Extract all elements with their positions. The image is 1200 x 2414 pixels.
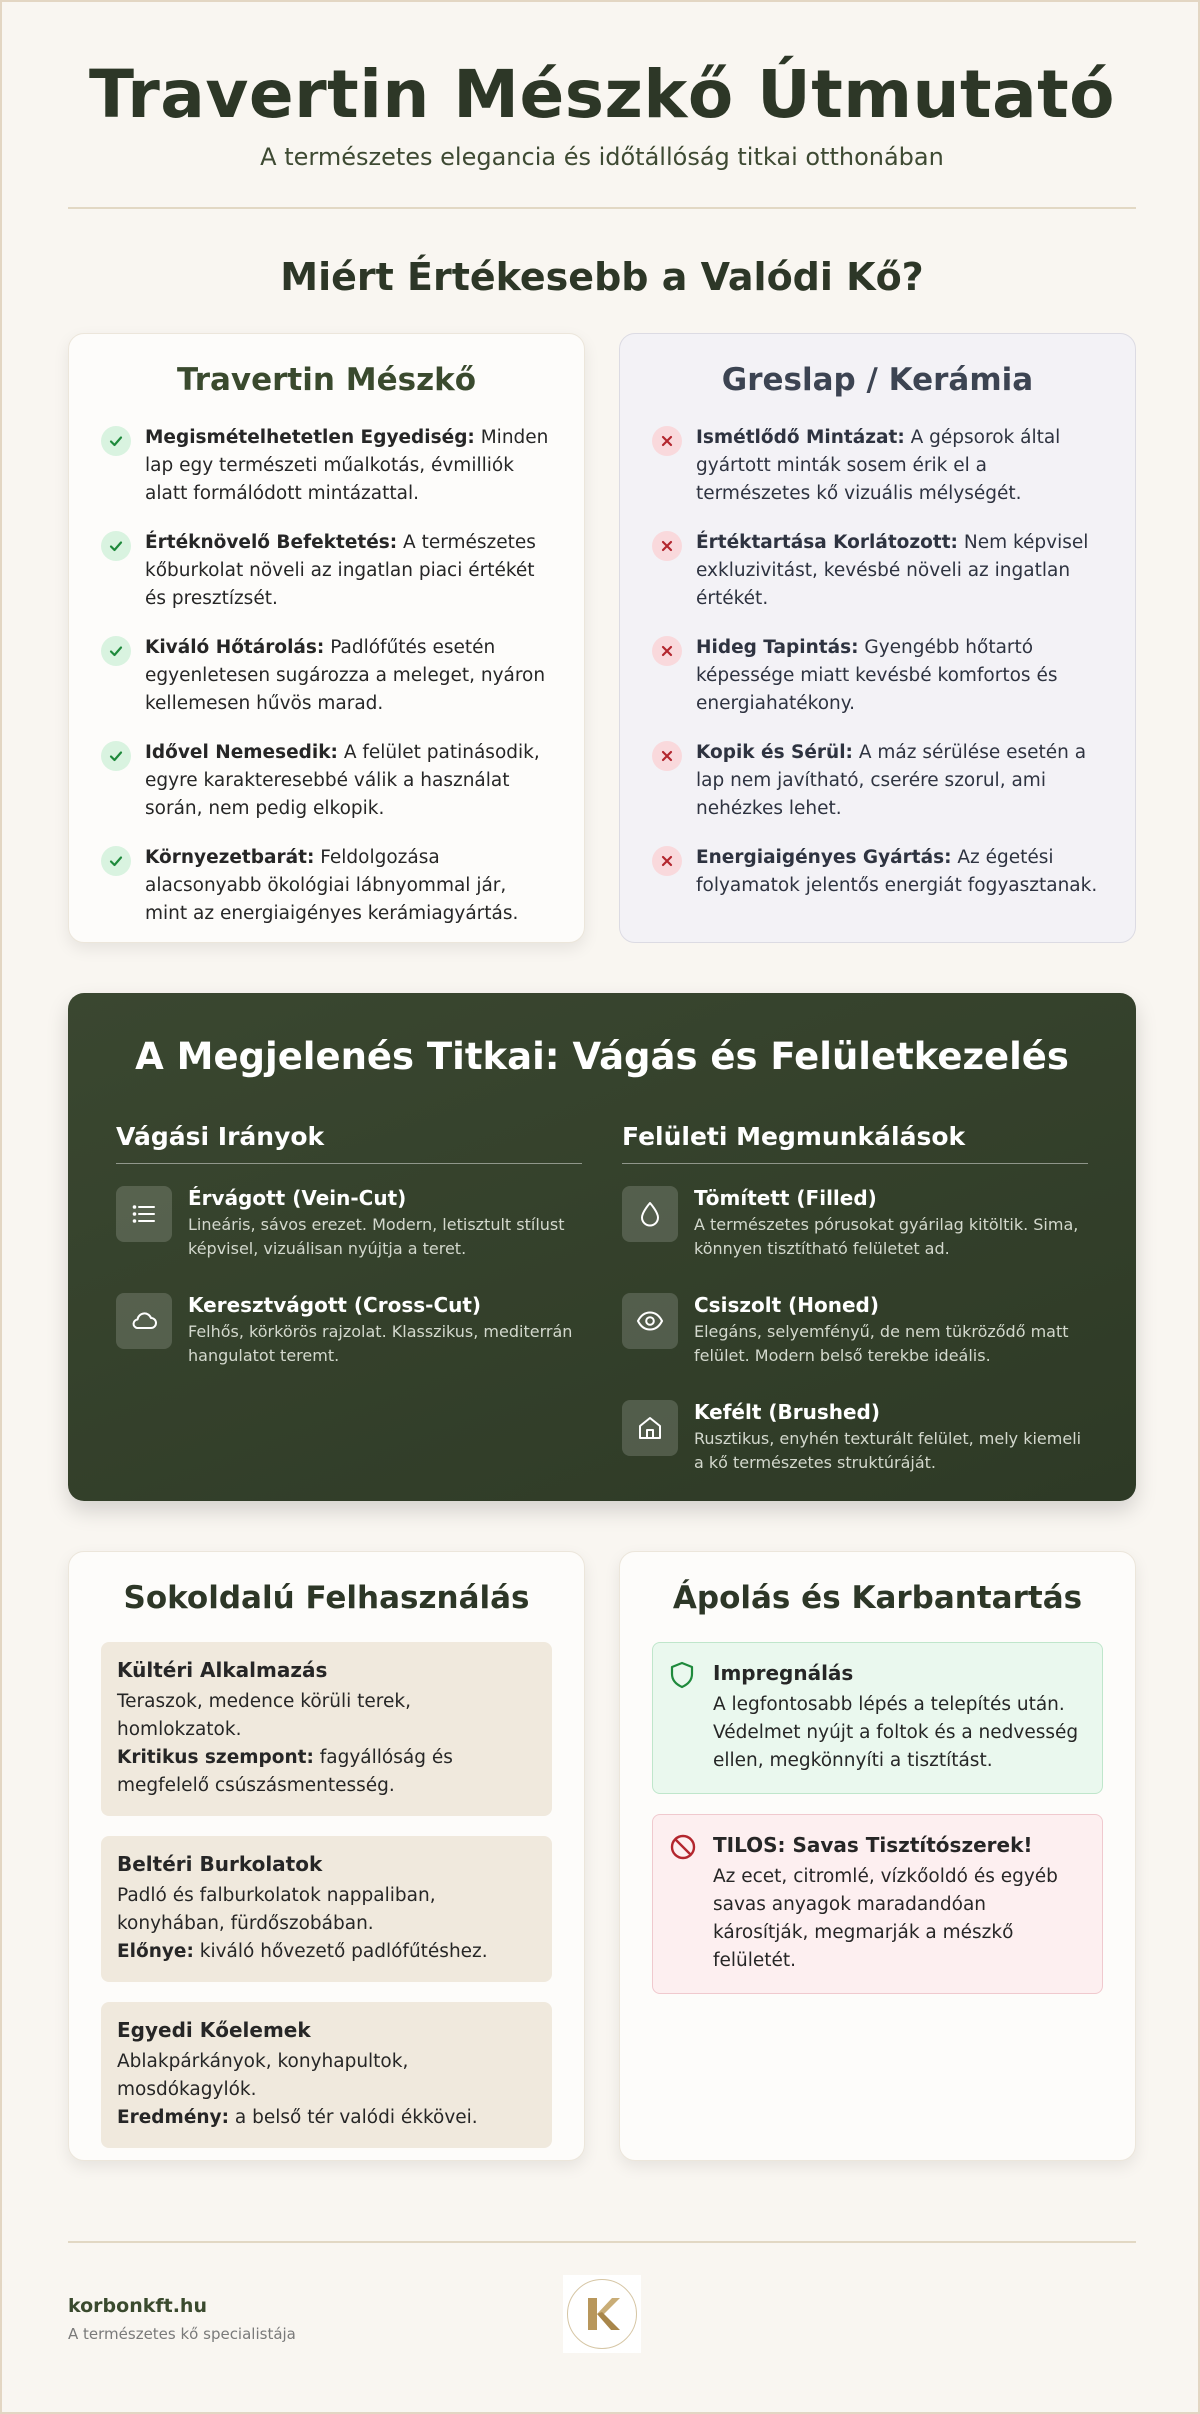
cut-type xyxy=(116,1186,582,1261)
care-item-description: Az ecet, citromlé, vízkőoldó és egyéb savas anyagok maradandóan károsítják, megmarják a mészkő felületét. xyxy=(713,1866,1058,1972)
care-tip xyxy=(652,1642,1103,1794)
finishes-heading: Felületi Megmunkálások xyxy=(622,1122,1088,1164)
care-item-description: A legfontosabb lépés a telepítés után. Védelmet nyújt a foltok és a nedvesség ellen, megkönnyíti a tisztítást. xyxy=(713,1694,1079,1772)
appearance-title: A Megjelenés Titkai: Vágás és Felületkezelés xyxy=(135,1035,1069,1079)
check-icon xyxy=(101,636,131,666)
travertine-benefit-title: Kiváló Hőtárolás: xyxy=(145,637,325,659)
check-icon xyxy=(101,426,131,456)
cut-type-description: Lineáris, sávos erezet. Modern, letisztult stílust képvisel, vizuálisan nyújtja a teret. xyxy=(188,1215,565,1259)
care-card xyxy=(619,1551,1136,2161)
travertine-benefit xyxy=(101,424,552,508)
usage-item-detail: a belső tér valódi ékkövei. xyxy=(229,2107,478,2129)
travertine-benefit xyxy=(101,739,552,823)
ceramic-drawback xyxy=(652,844,1103,900)
header-divider xyxy=(68,207,1136,209)
prohibited-icon xyxy=(669,1833,697,1975)
care-item-text xyxy=(713,1833,1086,1975)
page-title: Travertin Mészkő Útmutató xyxy=(88,56,1116,133)
ceramic-drawback-description: Az égetési folyamatok jelentős energiát fogyasztanak. xyxy=(696,847,1098,897)
usage-list xyxy=(101,1642,552,2148)
finish-type xyxy=(622,1400,1088,1475)
page-container xyxy=(68,2,1136,2363)
usage-item xyxy=(101,1836,552,1982)
care-heading: Ápolás és Karbantartás xyxy=(672,1580,1083,1617)
ceramic-card xyxy=(619,333,1136,943)
finish-type xyxy=(622,1186,1088,1261)
ceramic-drawback-text xyxy=(696,424,1103,508)
care-item-text xyxy=(713,1661,1086,1775)
ceramic-drawback-text xyxy=(696,739,1103,823)
travertine-benefit-text xyxy=(145,424,552,508)
travertine-benefit-text xyxy=(145,844,552,928)
page-header xyxy=(68,2,1136,209)
finish-type xyxy=(622,1293,1088,1368)
cut-type-description: Felhős, körkörös rajzolat. Klasszikus, mediterrán hangulatot teremt. xyxy=(188,1322,573,1366)
x-icon xyxy=(652,426,682,456)
x-icon xyxy=(652,741,682,771)
finish-type-description: A természetes pórusokat gyárilag kitöltik. Sima, könnyen tisztítható felületet ad. xyxy=(694,1215,1079,1259)
usage-item-description xyxy=(117,1688,536,1800)
ceramic-drawback xyxy=(652,529,1103,613)
travertine-heading: Travertin Mészkő xyxy=(176,362,477,399)
check-icon xyxy=(101,531,131,561)
ceramic-drawback-description: Nem képvisel exkluzivitást, kevésbé növeli az ingatlan értékét. xyxy=(696,532,1089,610)
shield-icon xyxy=(669,1661,697,1775)
usage-item-description xyxy=(117,2048,536,2132)
ceramic-drawback-description: Gyengébb hőtartó képessége miatt kevésbé komfortos és energiahatékony. xyxy=(696,637,1058,715)
cloud-icon xyxy=(116,1293,172,1349)
check-icon xyxy=(101,741,131,771)
travertine-benefit-list xyxy=(101,424,552,928)
check-icon xyxy=(101,846,131,876)
care-item-title: TILOS: Savas Tisztítószerek! xyxy=(713,1833,1033,1858)
comparison-title: Miért Értékesebb a Valódi Kő? xyxy=(280,255,924,300)
ceramic-drawback-description: A gépsorok által gyártott minták sosem érik el a természetes kő vizuális mélységét. xyxy=(696,427,1061,505)
travertine-benefit-description: Minden lap egy természeti műalkotás, évmilliók alatt formálódott mintázattal. xyxy=(145,427,549,505)
cut-type-text xyxy=(188,1293,582,1368)
travertine-benefit-title: Környezetbarát: xyxy=(145,847,315,869)
cuts-column xyxy=(116,1122,582,1507)
finish-type-description: Elegáns, selyemfényű, de nem tükröződő matt felület. Modern belső terekbe ideális. xyxy=(694,1322,1069,1366)
finish-type-title: Kefélt (Brushed) xyxy=(694,1400,881,1425)
bottom-section xyxy=(68,1551,1136,2161)
finish-type-description: Rusztikus, enyhén texturált felület, mely kiemeli a kő természetes struktúráját. xyxy=(694,1429,1082,1473)
footer-site: korbonkft.hu xyxy=(68,2295,207,2318)
usage-item xyxy=(101,1642,552,1816)
ceramic-drawback-title: Értéktartása Korlátozott: xyxy=(696,532,958,554)
usage-item-line: Padló és falburkolatok nappaliban, konyhában, fürdőszobában. xyxy=(117,1885,436,1935)
care-item-title: Impregnálás xyxy=(713,1661,854,1686)
usage-item-detail: fagyállóság és megfelelő csúszásmentesség. xyxy=(117,1747,453,1797)
usage-item-label: Kritikus szempont: xyxy=(117,1747,314,1769)
usage-heading: Sokoldalú Felhasználás xyxy=(123,1580,530,1617)
usage-item xyxy=(101,2002,552,2148)
finishes-list xyxy=(622,1186,1088,1475)
finishes-column xyxy=(622,1122,1088,1507)
travertine-benefit-description: A természetes kőburkolat növeli az ingatlan piaci értékét és presztízsét. xyxy=(145,532,536,610)
travertine-benefit xyxy=(101,844,552,928)
comparison-section xyxy=(68,333,1136,943)
page-footer xyxy=(68,2243,1136,2363)
ceramic-drawback-text xyxy=(696,634,1103,718)
usage-item-title: Egyedi Kőelemek xyxy=(117,2018,311,2043)
care-list xyxy=(652,1642,1103,1994)
usage-item-title: Beltéri Burkolatok xyxy=(117,1852,323,1877)
ceramic-drawback-description: A máz sérülése esetén a lap nem javítható, cserére szorul, ami nehézkes lehet. xyxy=(696,742,1087,820)
ceramic-drawback-title: Energiaigényes Gyártás: xyxy=(696,847,952,869)
travertine-benefit-description: Feldolgozása alacsonyabb ökológiai lábnyommal jár, mint az energiaigényes kerámiagyártás. xyxy=(145,847,519,925)
cut-type-text xyxy=(188,1186,582,1261)
travertine-benefit-text xyxy=(145,529,552,613)
k-logo-icon xyxy=(582,2294,622,2334)
finish-type-title: Tömített (Filled) xyxy=(694,1186,877,1211)
travertine-benefit-description: A felület patinásodik, egyre karakteresebbé válik a használat során, nem pedig elkopik. xyxy=(145,742,540,820)
cut-type-title: Keresztvágott (Cross-Cut) xyxy=(188,1293,482,1318)
travertine-benefit-title: Értéknövelő Befektetés: xyxy=(145,532,398,554)
x-icon xyxy=(652,846,682,876)
care-warning xyxy=(652,1814,1103,1994)
appearance-panel xyxy=(68,993,1136,1501)
finish-type-text xyxy=(694,1293,1088,1368)
usage-item-description xyxy=(117,1882,536,1966)
travertine-benefit-title: Megismételhetetlen Egyediség: xyxy=(145,427,475,449)
finish-type-title: Csiszolt (Honed) xyxy=(694,1293,879,1318)
home-icon xyxy=(622,1400,678,1456)
travertine-benefit-description: Padlófűtés esetén egyenletesen sugározza a meleget, nyáron kellemesen hűvös marad. xyxy=(145,637,546,715)
ceramic-drawback-text xyxy=(696,844,1103,900)
travertine-benefit-text xyxy=(145,634,552,718)
usage-item-detail: kiváló hővezető padlófűtéshez. xyxy=(193,1941,488,1963)
page-subtitle: A természetes elegancia és időtállóság titkai otthonában xyxy=(260,143,944,172)
footer-tagline: A természetes kő specialistája xyxy=(68,2325,296,2344)
ceramic-drawback-list xyxy=(652,424,1103,900)
lines-icon xyxy=(116,1186,172,1242)
usage-card xyxy=(68,1551,585,2161)
drop-icon xyxy=(622,1186,678,1242)
finish-type-text xyxy=(694,1400,1088,1475)
cuts-heading: Vágási Irányok xyxy=(116,1122,582,1164)
travertine-card xyxy=(68,333,585,943)
ceramic-drawback-text xyxy=(696,529,1103,613)
eye-icon xyxy=(622,1293,678,1349)
ceramic-drawback xyxy=(652,739,1103,823)
ceramic-heading: Greslap / Kerámia xyxy=(721,362,1034,399)
cut-type xyxy=(116,1293,582,1368)
usage-item-line: Teraszok, medence körüli terek, homlokzatok. xyxy=(117,1691,411,1741)
finish-type-text xyxy=(694,1186,1088,1261)
ceramic-drawback xyxy=(652,634,1103,718)
logo-circle xyxy=(567,2279,637,2349)
x-icon xyxy=(652,531,682,561)
usage-item-line: Ablakpárkányok, konyhapultok, mosdókagylók. xyxy=(117,2051,409,2101)
travertine-benefit xyxy=(101,634,552,718)
x-icon xyxy=(652,636,682,666)
usage-item-label: Eredmény: xyxy=(117,2107,230,2129)
usage-item-title: Kültéri Alkalmazás xyxy=(117,1658,328,1683)
ceramic-drawback-title: Kopik és Sérül: xyxy=(696,742,853,764)
cuts-list xyxy=(116,1186,582,1368)
ceramic-drawback-title: Hideg Tapintás: xyxy=(696,637,859,659)
travertine-benefit-text xyxy=(145,739,552,823)
travertine-benefit-title: Idővel Nemesedik: xyxy=(145,742,338,764)
ceramic-drawback xyxy=(652,424,1103,508)
cut-type-title: Érvágott (Vein-Cut) xyxy=(188,1186,407,1211)
ceramic-drawback-title: Ismétlődő Mintázat: xyxy=(696,427,905,449)
travertine-benefit xyxy=(101,529,552,613)
usage-item-label: Előnye: xyxy=(117,1941,194,1963)
company-logo xyxy=(563,2275,641,2353)
